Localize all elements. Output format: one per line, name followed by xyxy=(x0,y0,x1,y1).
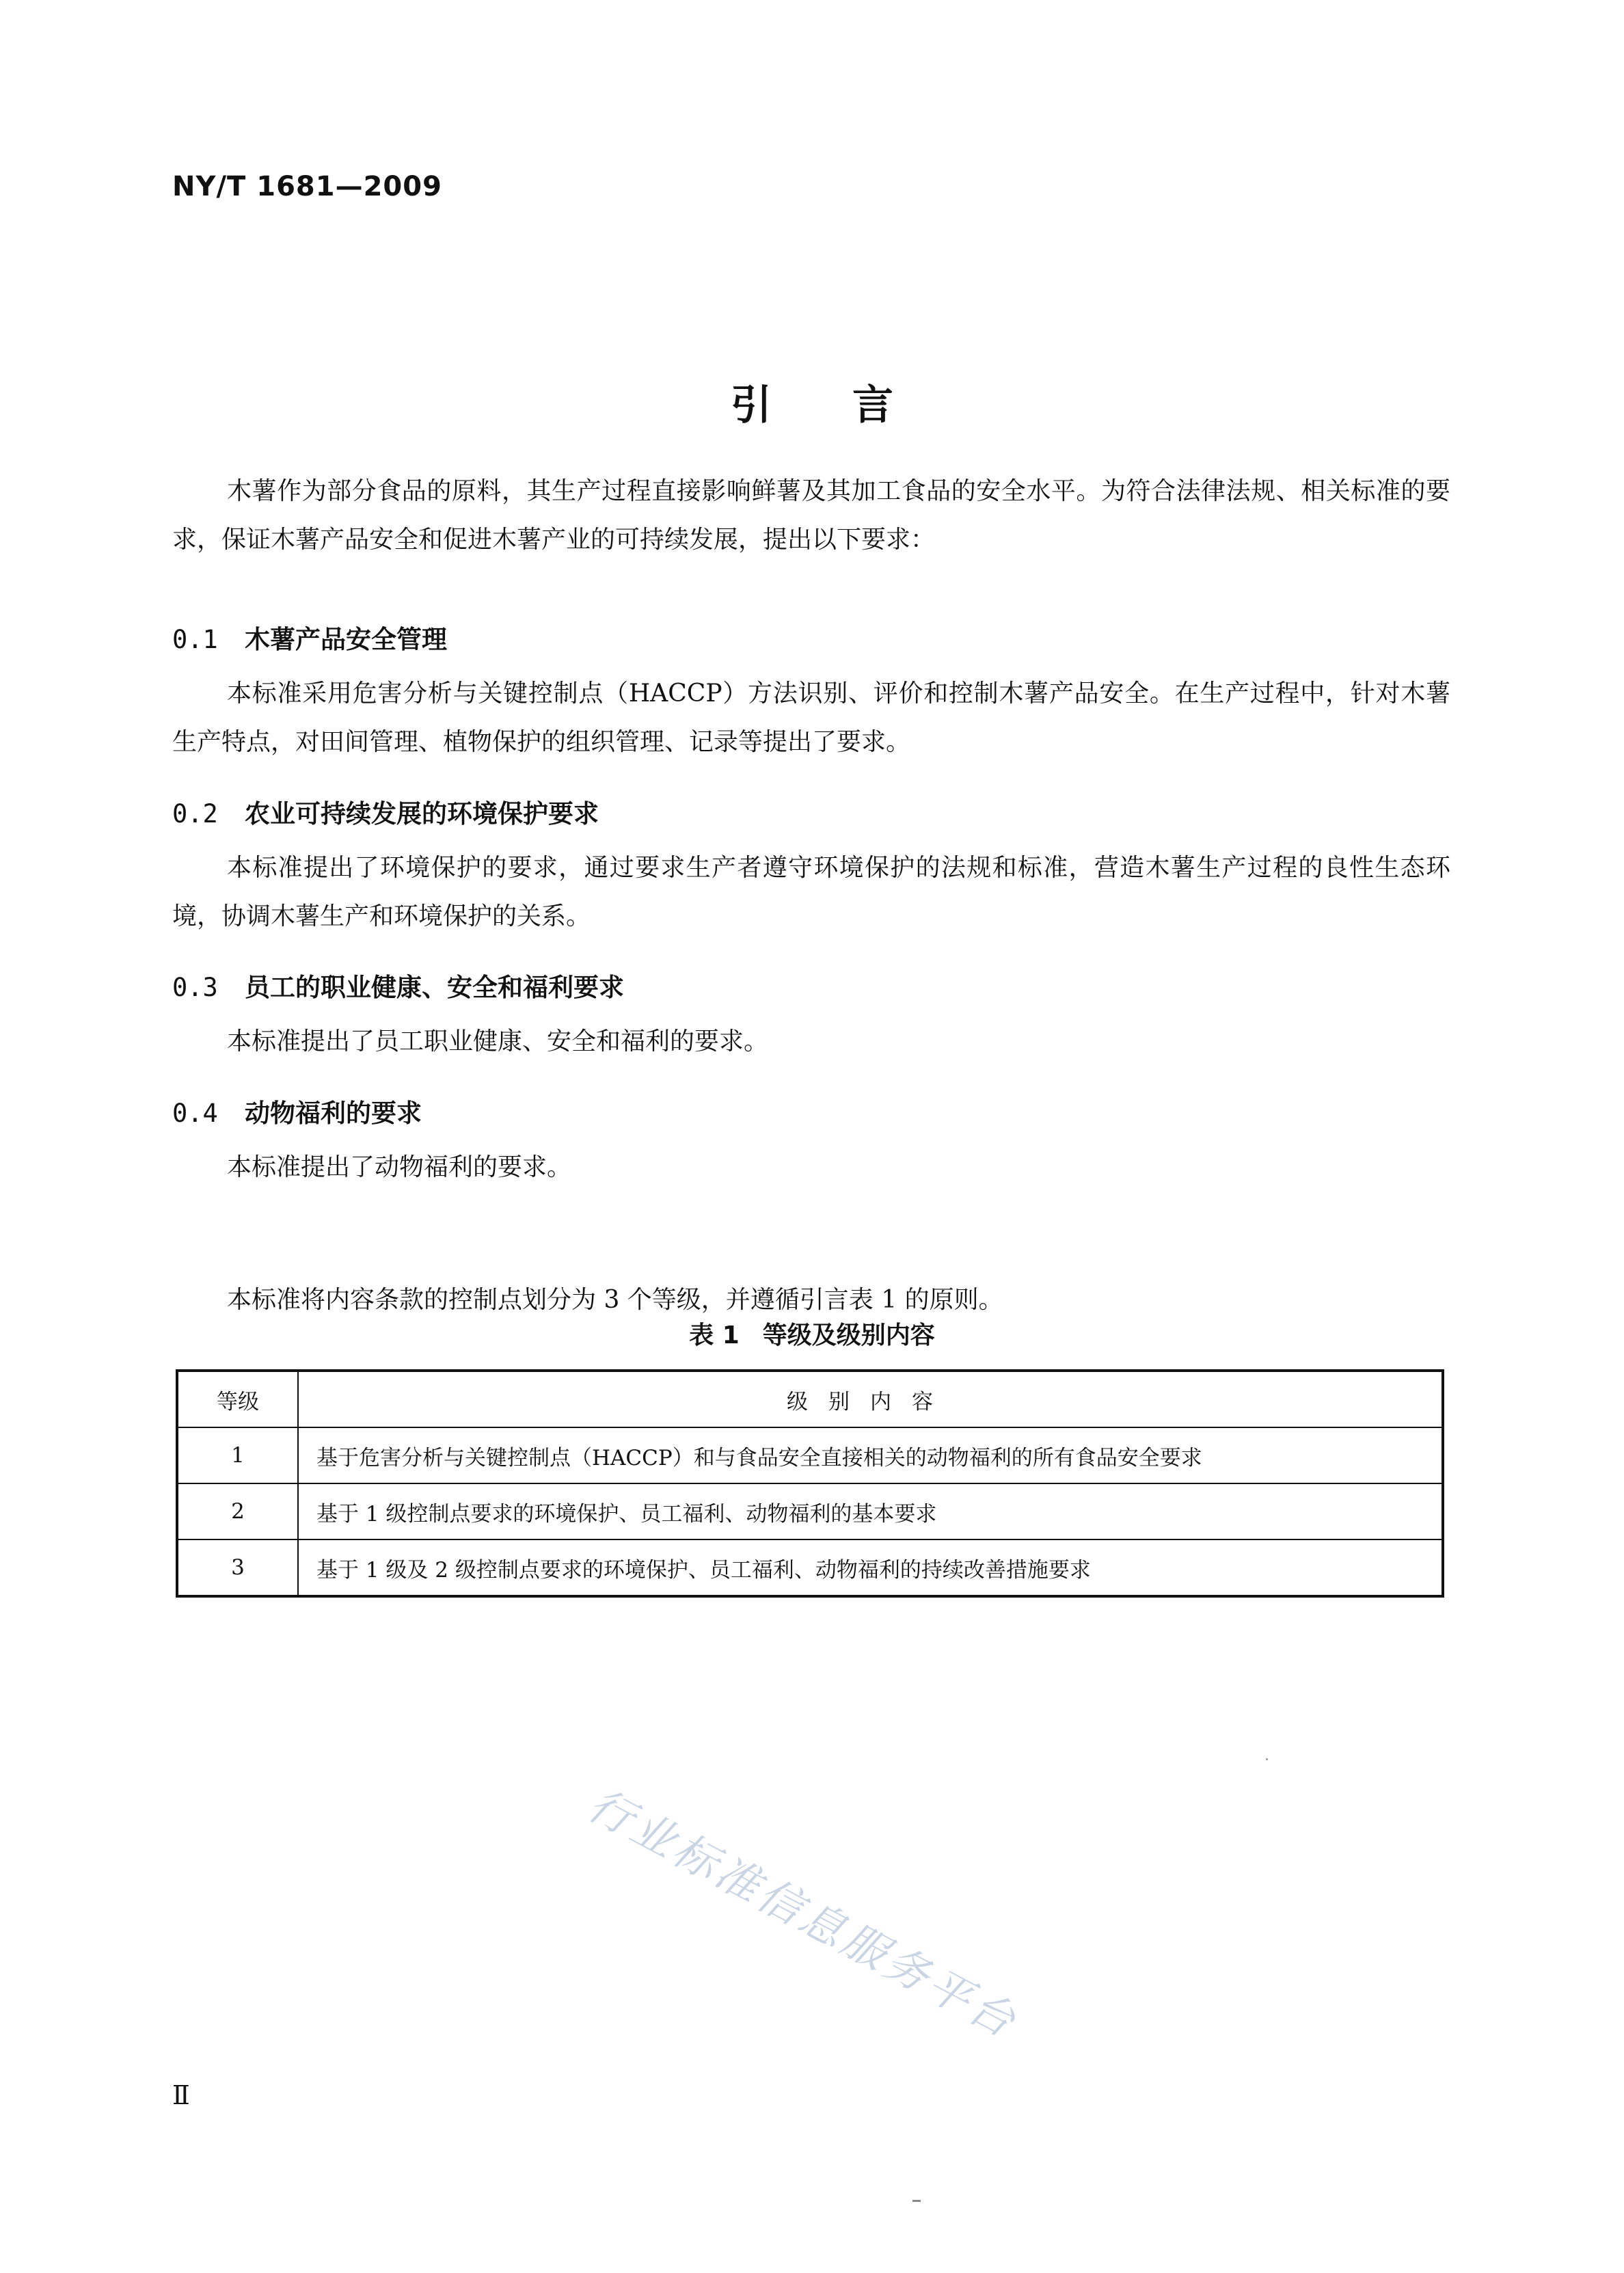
section-heading-0-2 xyxy=(172,793,599,830)
table-caption xyxy=(0,1316,1624,1351)
section-paragraph-0-4: 本标准提出了动物福利的要求。 xyxy=(227,1153,572,1181)
section-title: 员工的职业健康、安全和福利要求 xyxy=(245,973,624,1002)
section-number: 0.2 xyxy=(172,799,218,829)
table-row xyxy=(177,1483,1443,1539)
section-number: 0.1 xyxy=(172,625,218,654)
scan-speck xyxy=(912,2200,921,2202)
table-cell-content: 基于危害分析与关键控制点（HACCP）和与食品安全直接相关的动物福利的所有食品安全要求 xyxy=(298,1427,1443,1483)
table-cell-content: 基于 1 级及 2 级控制点要求的环境保护、员工福利、动物福利的持续改善措施要求 xyxy=(298,1539,1443,1596)
watermark: 行业标准信息服务平台 xyxy=(580,1779,1027,2049)
table-cell-level: 3 xyxy=(177,1539,298,1596)
section-heading-0-3 xyxy=(172,967,624,1004)
section-paragraph-0-3: 本标准提出了员工职业健康、安全和福利的要求。 xyxy=(227,1027,769,1055)
section-title: 农业可持续发展的环境保护要求 xyxy=(245,799,599,829)
table-cell-level: 2 xyxy=(177,1483,298,1539)
table-cell-content: 基于 1 级控制点要求的环境保护、员工福利、动物福利的基本要求 xyxy=(298,1483,1443,1539)
page-number: Ⅱ xyxy=(172,2080,190,2110)
table-caption-title: 等级及级别内容 xyxy=(762,1321,935,1349)
table-cell-level: 1 xyxy=(177,1427,298,1483)
standard-code: NY/T 1681—2009 xyxy=(172,171,442,202)
section-number: 0.4 xyxy=(172,1099,218,1128)
section-number: 0.3 xyxy=(172,973,218,1002)
scan-speck xyxy=(1266,1758,1268,1760)
section-paragraph-0-2: 本标准提出了环境保护的要求，通过要求生产者遵守环境保护的法规和标准，营造木薯生产过程的良性生态环境，协调木薯生产和环境保护的关系。 xyxy=(172,854,1450,930)
table-header-content: 级别内容 xyxy=(298,1371,1443,1427)
levels-note: 本标准将内容条款的控制点划分为 3 个等级，并遵循引言表 1 的原则。 xyxy=(227,1286,1003,1314)
table-header-row xyxy=(177,1371,1443,1427)
intro-paragraph: 木薯作为部分食品的原料，其生产过程直接影响鲜薯及其加工食品的安全水平。为符合法律法规、相关标准的要求，保证木薯产品安全和促进木薯产业的可持续发展，提出以下要求： xyxy=(172,477,1450,554)
levels-table xyxy=(176,1369,1444,1598)
section-paragraph-0-1: 本标准采用危害分析与关键控制点（HACCP）方法识别、评价和控制木薯产品安全。在生产过程中，针对木薯生产特点，对田间管理、植物保护的组织管理、记录等提出了要求。 xyxy=(172,680,1450,756)
table-header-level: 等级 xyxy=(177,1371,298,1427)
table-caption-label: 表 1 xyxy=(689,1321,740,1349)
page-title-char-1: 引 xyxy=(731,381,772,429)
section-title: 木薯产品安全管理 xyxy=(245,625,447,654)
page-title-char-2: 言 xyxy=(852,381,893,429)
section-heading-0-1 xyxy=(172,619,447,656)
page-title xyxy=(0,373,1624,431)
section-heading-0-4 xyxy=(172,1092,422,1129)
section-title: 动物福利的要求 xyxy=(245,1099,422,1128)
table-row xyxy=(177,1539,1443,1596)
table-row xyxy=(177,1427,1443,1483)
